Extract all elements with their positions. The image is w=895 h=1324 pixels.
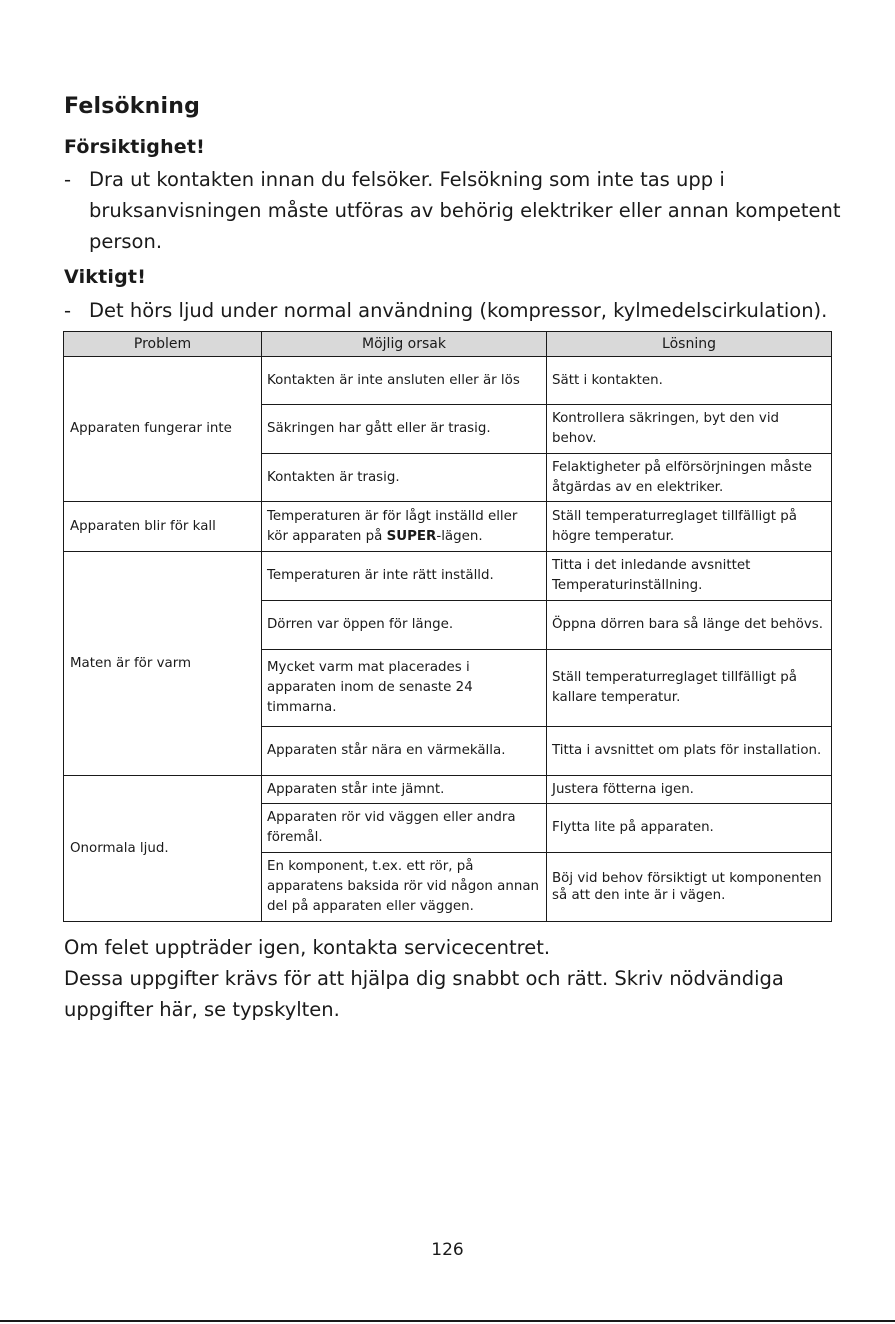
header-cause: Möjlig orsak (262, 332, 547, 357)
cause-cell (262, 502, 547, 552)
solution-cell: Felaktigheter på elförsörjningen måste åtgärdas av en elektriker. (547, 454, 832, 502)
solution-cell: Titta i avsnittet om plats för installation. (547, 727, 832, 776)
solution-cell: Ställ temperaturreglaget tillfälligt på högre temperatur. (547, 502, 832, 552)
problem-cell: Maten är för varm (64, 552, 262, 776)
table-header-row (64, 332, 832, 357)
bullet-dash: - (64, 299, 72, 322)
caution-heading: Försiktighet! (64, 136, 206, 158)
table-row (64, 776, 832, 804)
solution-cell: Justera fötterna igen. (547, 776, 832, 804)
cause-cell: Apparaten står inte jämnt. (262, 776, 547, 804)
important-bullet (64, 295, 864, 326)
solution-cell: Öppna dörren bara så länge det behövs. (547, 601, 832, 650)
bottom-rule (0, 1320, 895, 1322)
footer-contact-text: Om felet uppträder igen, kontakta servicecentret. (64, 936, 551, 959)
important-text: Det hörs ljud under normal användning (kompressor, kylmedelscirkulation). (89, 299, 828, 322)
cause-cell: Temperaturen är inte rätt inställd. (262, 552, 547, 601)
troubleshooting-table (63, 331, 832, 922)
bullet-dash: - (64, 168, 72, 191)
important-heading: Viktigt! (64, 266, 147, 288)
cause-cell: Kontakten är inte ansluten eller är lös (262, 357, 547, 405)
solution-cell: Ställ temperaturreglaget tillfälligt på kallare temperatur. (547, 650, 832, 727)
solution-cell: Böj vid behov försiktigt ut komponenten så att den inte är i vägen. (547, 853, 832, 922)
table-row (64, 502, 832, 552)
cause-cell: Mycket varm mat placerades i apparaten inom de senaste 24 timmarna. (262, 650, 547, 727)
page-title: Felsökning (64, 94, 201, 119)
footer-info-text: Dessa uppgifter krävs för att hjälpa dig snabbt och rätt. Skriv nödvändiga uppgifter här, se typskylten. (64, 967, 784, 1021)
solution-cell: Sätt i kontakten. (547, 357, 832, 405)
cause-text: Temperaturen är för lågt inställd eller kör apparaten på (267, 508, 518, 544)
cause-cell: Dörren var öppen för länge. (262, 601, 547, 650)
solution-cell: Titta i det inledande avsnittet Temperaturinställning. (547, 552, 832, 601)
page-number: 126 (431, 1240, 464, 1260)
cause-cell: Apparaten rör vid väggen eller andra föremål. (262, 804, 547, 853)
caution-bullet (64, 164, 844, 257)
table-row (64, 357, 832, 405)
caution-text: Dra ut kontakten innan du felsöker. Felsökning som inte tas upp i bruksanvisningen måste utföras av behörig elektriker eller annan kompetent person. (89, 168, 841, 253)
header-solution: Lösning (547, 332, 832, 357)
cause-cell: Säkringen har gått eller är trasig. (262, 405, 547, 454)
cause-cell: En komponent, t.ex. ett rör, på apparatens baksida rör vid någon annan del på apparaten eller väggen. (262, 853, 547, 922)
problem-cell: Apparaten fungerar inte (64, 357, 262, 502)
problem-cell: Onormala ljud. (64, 776, 262, 922)
solution-cell: Flytta lite på apparaten. (547, 804, 832, 853)
header-problem: Problem (64, 332, 262, 357)
super-mode-label: SUPER (386, 528, 437, 544)
cause-cell: Apparaten står nära en värmekälla. (262, 727, 547, 776)
cause-text-suffix: -lägen. (436, 528, 483, 544)
cause-cell: Kontakten är trasig. (262, 454, 547, 502)
problem-cell: Apparaten blir för kall (64, 502, 262, 552)
solution-cell: Kontrollera säkringen, byt den vid behov. (547, 405, 832, 454)
table-row (64, 552, 832, 601)
